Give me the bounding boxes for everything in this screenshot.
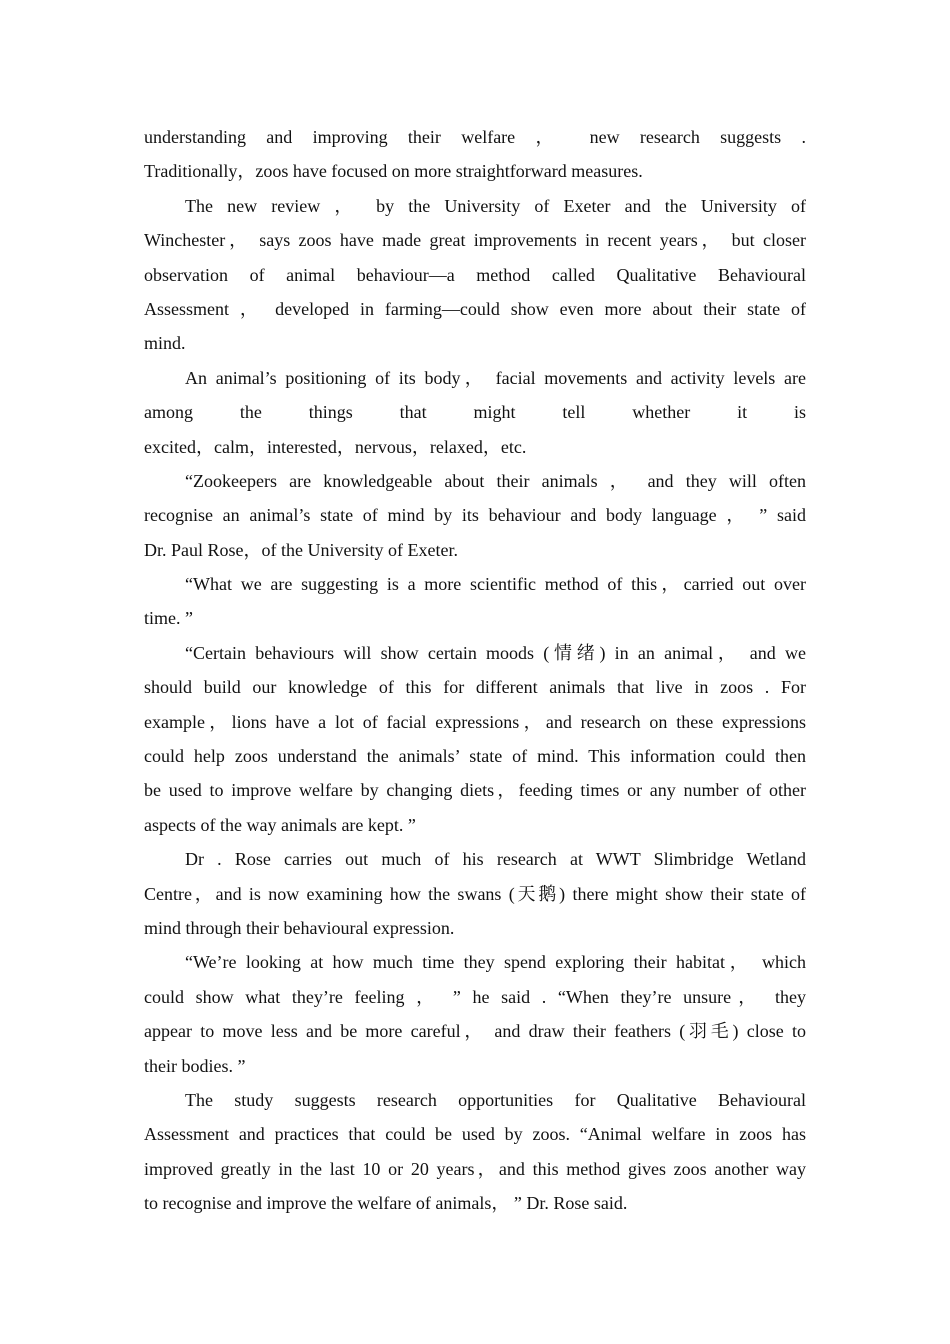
text-line: could show what they’re feeling ， ” he said . “When they’re unsure， they bbox=[144, 986, 806, 1007]
text-line: An animal’s positioning of its body， facial movements and activity levels are bbox=[185, 367, 806, 388]
paragraph bbox=[144, 191, 806, 363]
text-line: “What we are suggesting is a more scientific method of this，carried out over bbox=[185, 574, 806, 595]
text-line: The new review ， by the University of Exeter and the University of bbox=[185, 195, 806, 216]
text-line: observation of animal behaviour—a method called Qualitative Behavioural bbox=[144, 264, 806, 285]
text-line: aspects of the way animals are kept. ” bbox=[144, 814, 416, 835]
text-line: could help zoos understand the animals’ state of mind. This information could then bbox=[144, 746, 806, 767]
text-line: Assessment and practices that could be used by zoos. “Animal welfare in zoos has bbox=[144, 1124, 806, 1145]
paragraph bbox=[144, 363, 806, 466]
paragraph bbox=[144, 569, 806, 638]
document-body bbox=[144, 122, 806, 1223]
text-line: mind. bbox=[144, 333, 186, 354]
text-line: “Certain behaviours will show certain moods (情绪) in an animal， and we bbox=[185, 642, 806, 663]
text-line: improved greatly in the last 10 or 20 years，and this method gives zoos another way bbox=[144, 1158, 806, 1179]
paragraph bbox=[144, 1085, 806, 1223]
text-line: example，lions have a lot of facial expressions，and research on these expressions bbox=[144, 711, 806, 732]
paragraph bbox=[144, 122, 806, 191]
text-line: time. ” bbox=[144, 608, 193, 629]
paragraph bbox=[144, 638, 806, 844]
text-line: Assessment ， developed in farming—could show even more about their state of bbox=[144, 298, 806, 319]
text-line: Traditionally，zoos have focused on more straightforward measures. bbox=[144, 161, 643, 182]
text-line: their bodies. ” bbox=[144, 1055, 246, 1076]
text-line: The study suggests research opportunities for Qualitative Behavioural bbox=[185, 1089, 806, 1110]
text-line: should build our knowledge of this for different animals that live in zoos . For bbox=[144, 677, 806, 698]
paragraph bbox=[144, 466, 806, 569]
text-line: mind through their behavioural expression. bbox=[144, 917, 455, 938]
text-line: among the things that might tell whether it is bbox=[144, 402, 806, 423]
text-line: excited，calm，interested，nervous，relaxed，etc. bbox=[144, 436, 527, 457]
text-line: understanding and improving their welfare ， new research suggests . bbox=[144, 127, 806, 147]
paragraph bbox=[144, 844, 806, 947]
text-line: “We’re looking at how much time they spend exploring their habitat， which bbox=[185, 952, 806, 973]
text-line: be used to improve welfare by changing diets，feeding times or any number of other bbox=[144, 780, 806, 801]
text-line: “Zookeepers are knowledgeable about their animals ， and they will often bbox=[185, 470, 806, 491]
paragraph bbox=[144, 947, 806, 1085]
text-line: recognise an animal’s state of mind by its behaviour and body language ， ” said bbox=[144, 505, 806, 526]
text-line: to recognise and improve the welfare of animals， ” Dr. Rose said. bbox=[144, 1193, 628, 1214]
text-line: appear to move less and be more careful， and draw their feathers (羽毛) close to bbox=[144, 1021, 806, 1042]
text-line: Centre，and is now examining how the swans (天鹅) there might show their state of bbox=[144, 883, 806, 904]
text-line: Winchester， says zoos have made great improvements in recent years， but closer bbox=[144, 230, 806, 251]
text-line: Dr . Rose carries out much of his research at WWT Slimbridge Wetland bbox=[185, 849, 806, 870]
text-line: Dr. Paul Rose，of the University of Exeter. bbox=[144, 539, 458, 560]
